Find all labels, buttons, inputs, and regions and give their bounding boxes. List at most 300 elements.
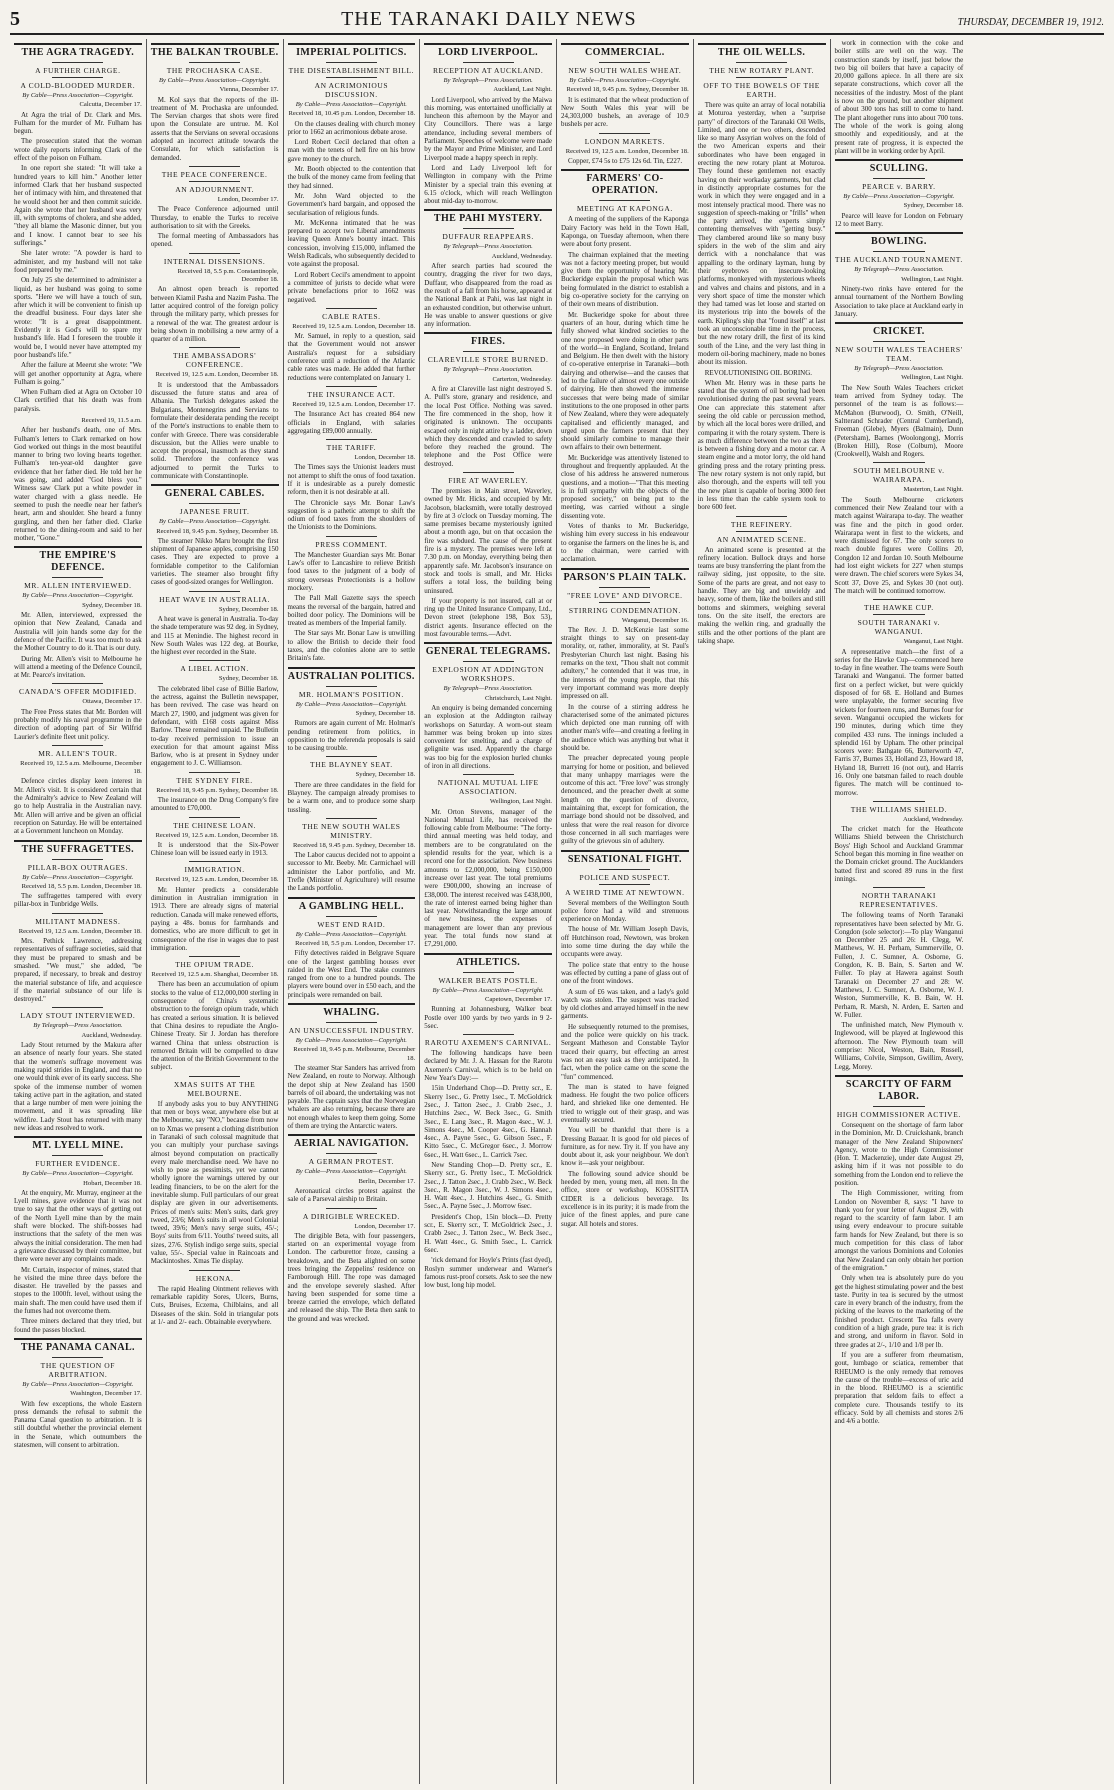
article-dateline: Received 19, 12.5 a.m. Shanghai, December 18. xyxy=(151,971,279,979)
article-paragraph: Consequent on the shortage of farm labor in the Dominion, Mr. D. Cruickshank, branch manager of the New Zealand Shipowners' Agency, wrote to the High Commissioner (Hon. T. Mackenzie), under date August 29, asking him if it was not possible to do something from the London end to relieve the position. xyxy=(834,1120,964,1187)
article-paragraph: On the clauses dealing with church money prior to 1662 an acrimonious debate arose. xyxy=(287,119,416,136)
article-headline: A GAMBLING HELL. xyxy=(298,900,404,912)
article-headline: GENERAL TELEGRAMS. xyxy=(425,646,551,658)
article-paragraph: Mr. Buckeridge spoke for about three quarters of an hour, during which time he fully showed what kindred societies to the one now proposed were doing in other parts of the world—in England, Scotland, Ireland and Belgium. He then dwelt with the history of co-operative enterprise in Taranaki—both dairying and otherwise—and the causes that led to the failure of almost every one outside of dairying. He then showed the immense successes that were being made of similar institutions to the one proposed in other parts of New Zealand, where they were adequately capitalised and efficiently managed, and urged upon the farmers present that they should similarly combine to manage their own affairs to their own betterment. xyxy=(561,310,689,452)
article xyxy=(835,39,964,155)
article-paragraph: Mr. Curtain, inspector of mines, stated that he visited the mine three days before the disaster. He travelled by the passes and stopes to the 1000ft. level, without using the main shaft. The men could have used them if the fumes had not overcome them. xyxy=(14,1265,142,1316)
article-paragraph: A fire at Clareville last night destroyed S. A. Pull's store, granary and residence, and the local Post Office. Nothing was saved. The fire commenced in the shop, how it originated is unknown. The occupants escaped only in night attire by a ladder, down which they descended and crawled to safety before they reached the ground. The telephone and the Post Office were destroyed. xyxy=(424,385,552,468)
subhead-rule xyxy=(736,62,787,63)
article xyxy=(14,840,142,909)
article xyxy=(14,1007,142,1132)
article xyxy=(561,850,689,1228)
article-headline: MT. LYELL MINE. xyxy=(32,1140,124,1152)
article-paragraph: The Free Press states that Mr. Borden will probably modify his naval programme in the direction of adopting part of Sir Wilfrid Laurier's definite fleet unit policy. xyxy=(14,707,142,741)
article-subhead: OFF TO THE BOWELS OF THE EARTH. xyxy=(703,81,820,99)
article-subhead: THE TARIFF. xyxy=(326,443,377,453)
article xyxy=(288,1208,416,1324)
article-dateline: Sydney, December 18. xyxy=(355,709,416,717)
article-byline: By Telegraph—Press Association. xyxy=(854,365,944,373)
article-paragraph: New Standing Chop—D. Pretty scr., E. Skerry scr., G. Pretty 1sec., T. McGoldrick 2sec., J. Tatton 2sec., J. Crabb 2sec., W. Beck 3sec., R. Magon 3sec., W. J. Simons 4sec., H. Watt 4sec., J. Hutchins 4sec., G. Smith 5sec., A. Payne 5sec., J. Morrow 6sec. xyxy=(424,1160,552,1211)
subhead-rule xyxy=(326,1153,377,1154)
article-headline: THE EMPIRE'S DEFENCE. xyxy=(39,550,117,574)
article-paragraph: It is understood that the Six-Power Chinese loan will be issued early in 1913. xyxy=(150,840,279,858)
article-byline: By Cable—Press Association—Copyright. xyxy=(295,101,407,108)
article-paragraph: Copper, £74 5s to £75 12s 6d. Tin, £227. xyxy=(568,157,683,166)
article-dateline: Wellington, Last Night. xyxy=(489,798,552,806)
article-subhead: THE DISESTABLISHMENT BILL. xyxy=(288,66,415,75)
subhead-rule xyxy=(326,439,377,440)
subhead-rule xyxy=(189,181,240,182)
article-headline: FIRES. xyxy=(470,336,506,348)
subhead-rule xyxy=(326,818,377,819)
article-dateline: London, December 17. xyxy=(354,1222,416,1230)
article-dateline: Sydney, December 18. xyxy=(218,605,279,613)
subhead-rule xyxy=(326,916,377,917)
subhead-rule xyxy=(189,772,240,773)
article-paragraph: Lord Liverpool, who arrived by the Maiwa this morning, was entertained unofficially at luncheon this afternoon by the Mayor and City Councillors. There was a large attendance, including several members of Parliament. Speeches of welcome were made by the Mayor and Prime Minister, and Lord Liverpool made a happy speech in reply. xyxy=(424,95,552,162)
article-subhead: NATIONAL MUTUAL LIFE ASSOCIATION. xyxy=(437,778,539,797)
article-subhead: THE AMBASSADORS' CONFERENCE. xyxy=(172,351,257,370)
article-paragraph: Three miners declared that they tried, but found the passes blocked. xyxy=(14,1317,142,1334)
article-dateline: Sydney, December 18. xyxy=(82,601,142,609)
article-paragraph: The suffragettes tampered with every pillar-box in Tunbridge Wells. xyxy=(14,892,142,909)
article-paragraph: After the failure at Meerut she wrote: "We will get another opportunity at Agra, where Fulham is going." xyxy=(14,361,142,386)
headline-rule xyxy=(288,897,416,899)
subhead-rule xyxy=(873,599,925,600)
article xyxy=(835,462,964,595)
article-subhead: THE WILLIAMS SHIELD. xyxy=(850,804,947,814)
article-paragraph: You will be thankful that there is a Dressing Bazaar. It is good for old pieces of furniture, as for new. Try it. If you have any doubt about it, ask your neighbour. We don't know it—ask your neighbour. xyxy=(561,1126,689,1168)
article-paragraph: The following handicaps have been declared by Mr. J. A. Hassan for the Rarotu Axemen's Carnival, which is to be held on New Year's Day:— xyxy=(424,1049,552,1083)
article xyxy=(835,599,964,797)
subhead-rule xyxy=(189,817,240,818)
article xyxy=(698,43,826,512)
article-paragraph: At Agra the trial of Dr. Clark and Mrs. Fulham for the murder of Mr. Fulham has begun. xyxy=(14,110,142,136)
headline-rule xyxy=(424,43,552,45)
article-paragraph: During Mr. Allen's visit to Melbourne he will attend a meeting of the Defence Council, at Mr. Pearce's invitation. xyxy=(14,654,142,680)
article-byline: By Cable—Press Association—Copyright. xyxy=(843,193,955,201)
headline-rule xyxy=(835,232,964,234)
article xyxy=(835,159,964,228)
article-paragraph: If anybody asks you to buy ANYTHING that men or boys wear, anywhere else but at the Melbourne, say "NO," because from now on to Xmas we present a clothing distribution in Taranaki of such colossal magnitude that you can multiply your purchase savings almost beyond computation on practically every male merchandise need. We have no wish to pose as pessimists, yet we cannot wholly ignore the warnings uttered by our leading financiers, to be on the alert for the inevitable slump. Full particulars of our great display are given in our advertisements. Prices of men's suits: Men's suits, dark grey tweed, 23/6; Men's suits in all wool Colonial tweed, 39/6; Men's navy serge suits, 45/-; Boys' suits from 6/11. Youths' tweed suits, all sizes, 27/6. Stylish indigo serge suits, special value, 55/-. Special value in Raincoats and Mackintoshes. Xmas Tie display. xyxy=(150,1099,279,1266)
article-subhead: THE NEW ROTARY PLANT. xyxy=(709,66,815,75)
article-byline: By Cable—Press Association—Copyright. xyxy=(295,1037,407,1045)
article-paragraph: The steamer Nikko Maru brought the first shipment of Japanese apples, comprising 150 cases. They are expected to prove a formidable competitor to the Californian varieties. The steamer also brought fifty cases of good-sized oranges for Wellington. xyxy=(150,536,279,587)
article-dateline: Received 18, 10.45 p.m. London, December 18. xyxy=(288,110,416,118)
column-7 xyxy=(831,39,968,1784)
article-subhead: HEAT WAVE IN AUSTRALIA. xyxy=(159,594,271,604)
headline-rule xyxy=(14,840,142,842)
article-paragraph: The New South Wales Teachers cricket team arrived from Sydney today. The personnel of the team is as follows:—McMahon (Burwood), O. Smith, O'Neill, Saltterand Schrader (Central Cumberland), Freeman (Glebe), Myers (Balmain), Dunn (Petersham), Barnes (Woolongong), Morris (Broken Hill), Rose (Colburn), Moore (Crookwell), Walsh and Rogers. xyxy=(834,383,964,459)
article-dateline: Hobart, December 18. xyxy=(83,1179,142,1187)
article-paragraph: It is understood that the Ambassadors discussed the future status and area of Albania. The Turkish delegates asked the Bulgarians, Montenegrins and Servians to formulate their desiderata pending the receipt of the Porte's instructions to enable them to confer with Greece. There was considerable discussion, but the Allies were unable to accept the proposal, inasmuch as they stand solid. Therefore the conference was adjourned to permit the Turks to communicate with Constantinople. xyxy=(150,380,279,480)
subhead-rule xyxy=(326,1208,377,1209)
article-dateline: Received 19, 12.5 a.m. London, December 18. xyxy=(155,876,279,884)
article-byline: By Cable—Press Association—Copyright. xyxy=(159,77,271,84)
subhead-rule xyxy=(52,62,103,63)
article-paragraph: The house of Mr. William Joseph Davis, off Hutchinson road, Newtown, was broken into some time during the day while the occupants were away. xyxy=(561,925,689,959)
article-paragraph: The Pall Mall Gazette says the speech means the reversal of the bargain, hatred and boilted door policy. The Dominions will be treated as members of the Imperial family. xyxy=(287,594,416,628)
article xyxy=(14,1338,142,1449)
headline-rule xyxy=(698,43,826,45)
subhead-rule xyxy=(52,1007,103,1008)
article-paragraph: If you are a sufferer from rheumatism, gout, lumbago or sciatica, remember that RHEUMO is the only remedy that removes the cause of the trouble—excess of uric acid in the blood. RHEUMO is a scientific preparation that seldom fails to effect a complete cure. Thousands testify to its efficacy. Sold by all chemists and stores 2/6 and 4/6 a bottle. xyxy=(834,1350,964,1426)
article xyxy=(288,386,416,435)
article-dateline: Received 19, 12.5 a.m. London, December 17. xyxy=(292,400,416,408)
article-paragraph: Mr. Buckeridge was attentively listened to throughout and frequently applauded. At the close of his address he answered numerous questions, and a motion—"That this meeting is in full sympathy with the objects of the proposed society," on being put to the meeting, was carried without a single dissenting vote. xyxy=(561,453,689,520)
column-5 xyxy=(557,39,694,1784)
subhead-rule xyxy=(189,1270,240,1271)
article-subhead: CLAREVILLE STORE BURNED. xyxy=(427,355,549,365)
article-byline: By Cable—Press Association—Copyright. xyxy=(22,592,134,600)
article-subhead: A LIBEL ACTION. xyxy=(180,664,249,674)
article-dateline: Received 18, 9.45 p.m. Sydney, December 18. xyxy=(292,841,416,849)
subhead-rule xyxy=(873,801,925,802)
article-subhead: LONDON MARKETS. xyxy=(584,136,665,146)
article-paragraph: The Manchester Guardian says Mr. Bonar Law's offer to Lancashire to relieve British food taxes to the judgment of a body of strong overseas Protectionists is a hollow mockery. xyxy=(287,550,416,592)
article-dateline: Vienna, December 17. xyxy=(219,86,279,94)
subhead-rule xyxy=(189,503,240,504)
headline-rule xyxy=(288,667,416,669)
article-paragraph: Mr. Hunter predicts a considerable diminution in Australian immigration in 1913. There are already signs of material reduction. Canada will make renewed efforts, paying a 48s. bonus for farmhands and domestics, who are more difficult to get in consequence of the rise in wages due to past immigration. xyxy=(150,885,279,952)
article-subhead: IMMIGRATION. xyxy=(184,865,245,875)
headline-rule xyxy=(561,169,689,171)
columns xyxy=(10,39,1104,1784)
headline-rule xyxy=(288,43,416,45)
article-subhead: WALKER BEATS POSTLE. xyxy=(438,975,538,985)
article xyxy=(151,43,279,162)
subhead-rule xyxy=(52,913,103,914)
subhead-rule xyxy=(52,1155,103,1156)
article-subhead: JAPANESE FRUIT. xyxy=(179,507,250,517)
subhead-rule xyxy=(599,602,650,603)
article-paragraph: Mrs. Pethick Lawrence, addressing representatives of suffrage societies, said that they must be prepared to smash and be smashed. "We must," she added, "be prepared, if necessary, to break and destroy the material substance of life, and acquiesce if the material substance of our life is destroyed." xyxy=(14,937,142,1004)
subhead-rule xyxy=(189,956,240,957)
article-byline: By Cable—Press Association—Copyright. xyxy=(569,77,681,84)
article xyxy=(835,1075,964,1426)
article-subhead: NEW SOUTH WALES WHEAT. xyxy=(568,66,682,75)
article-subhead: A FURTHER CHARGE. xyxy=(35,66,121,75)
article-dateline: Auckland, Wednesday. xyxy=(81,1031,142,1039)
subhead-rule xyxy=(873,341,925,342)
article-paragraph: Running at Johannesburg, Walker beat Postle over 100 yards by two yards in 9 2-5sec. xyxy=(424,1005,552,1030)
article xyxy=(288,756,416,813)
article-paragraph: The following sound advice should be heeded by men, young men, all men. In the office, store or workshop, KOSSITTA CIDER is a delicious beverage. Its excellence is in its purity; it is made from the juice of the finest apples, and pure cane sugar. All hotels and stores. xyxy=(561,1169,689,1228)
subhead-rule xyxy=(873,462,925,463)
column-2 xyxy=(147,39,284,1784)
article-byline: By Cable—Press Association—Copyright. xyxy=(295,1168,407,1176)
article xyxy=(14,417,142,542)
article xyxy=(835,887,964,1071)
article-subhead: FIRE AT WAVERLEY. xyxy=(448,475,529,485)
article-subhead: HIGH COMMISSIONER ACTIVE. xyxy=(836,1109,961,1119)
article-paragraph: The formal meeting of Ambassadors has opened. xyxy=(150,232,279,249)
article xyxy=(151,166,279,249)
article-paragraph: Pearce will leave for London on February 12 to meet Barry. xyxy=(834,211,964,229)
article xyxy=(424,1034,552,1289)
article-subhead: MR. ALLEN INTERVIEWED. xyxy=(24,581,132,591)
article-subhead: THE INSURANCE ACT. xyxy=(307,389,396,399)
column-1 xyxy=(10,39,147,1784)
article xyxy=(424,43,552,205)
article-paragraph: The Peace Conference adjourned until Thursday, to enable the Turks to receive authorisation to sit with the Greeks. xyxy=(150,205,279,230)
subhead-rule xyxy=(52,577,103,578)
article-headline: AERIAL NAVIGATION. xyxy=(294,1138,409,1150)
article-subhead: MILITANT MADNESS. xyxy=(35,916,121,926)
article-subhead: THE CHINESE LOAN. xyxy=(173,820,257,830)
article-dateline: Washington, December 17. xyxy=(70,1390,142,1398)
article xyxy=(14,683,142,740)
article-dateline: Received 18, 5.5 p.m. London, December 17. xyxy=(295,939,416,947)
article xyxy=(835,801,964,883)
article-paragraph: M. Kol says that the reports of the ill-treatment of M. Prochaska are unfounded. The Servian charges that shots were fired upon the Consulate are untrue. M. Kol asserts that the Servians on several occasions adopted an incorrect attitude towards the Consulate, for which satisfaction is demanded. xyxy=(150,95,279,162)
article-subhead: THE PEACE CONFERENCE. xyxy=(161,169,268,179)
article xyxy=(424,774,552,948)
article-paragraph: Lord and Lady Liverpool left for Wellington in company with the Prime Minister by a special train this evening at 6.15 o'clock, which will reach Wellington about mid-day to-morrow. xyxy=(424,163,552,206)
article-paragraph: An almost open breach is reported between Kiamil Pasha and Nazim Pasha. The latter acquired control of the foreign policy through the military party, which presses for a renewal of the war. The greatest ardour is being shown in mobilising a new army of a quarter of a million. xyxy=(150,285,279,344)
article-subhead: THE PROCHASKA CASE. xyxy=(166,66,263,75)
article-paragraph: A representative match—the first of a series for the Hawke Cup—commenced here to-day in fine weather. The teams were South Taranaki and Wanganui. The former batted first on a perfect wicket, but were quickly disposed of for 68. E. Holland and Burnes were unplayable, the former securing five wickets for fourteen runs, and Burnes four for seven. Wanganui occupied the wickets for 190 minutes, during which time they compiled 433 runs. The innings included a splendid 161 by Upham. The other principal scorers were: Bathgate 66, Butterworth 47, Farris 37, Burnes 33, Holland 23, Howard 18, Hyland 18, Burrett 16 (not out), and Harris 16. Only one batsman failed to reach double figures. The match will be continued to-morrow. xyxy=(834,647,964,797)
article-headline: THE PANAMA CANAL. xyxy=(20,1341,135,1353)
headline-rule xyxy=(151,484,279,486)
article-subhead: PRESS COMMENT. xyxy=(315,539,388,549)
article-paragraph: Mr. McKenna intimated that he was prepared to accept two Liberal amendments leaving Queen Anne's bounty intact. This concession, involving £15,000, inflamed the Welsh Radicals, who subsequently decided to vote against the proposal. xyxy=(287,218,416,269)
subhead-rule xyxy=(463,62,514,63)
subhead-rule xyxy=(326,77,377,78)
article-headline: ATHLETICS. xyxy=(456,956,521,968)
article-byline: By Cable—Press Association—Copyright. xyxy=(22,873,134,881)
article-dateline: Received 18, 9.45 p.m. Melbourne, December 18. xyxy=(293,1046,416,1062)
article-byline: By Telegraph—Press Association. xyxy=(443,685,533,693)
article-paragraph: The Times says the Unionist leaders must not attempt to shift the onus of food taxation. If it is undesirable as a purely domestic reform, then it is not desirable at all. xyxy=(287,463,416,497)
article-subhead: INTERNAL DISSENSIONS. xyxy=(163,256,266,266)
subhead-rule xyxy=(52,859,103,860)
article xyxy=(14,546,142,679)
article-paragraph: With few exceptions, the whole Eastern press demands the refusal to submit the Panama Canal question to arbitration. It is still doubtful whether the provincial element in the Senate, which outnumbers the statesmen, will consent to arbitration. xyxy=(14,1399,142,1449)
article-paragraph: Lord Robert Cecil's amendment to appoint a committee of jurists to decide what were private benefactions prior to 1662 was negatived. xyxy=(287,270,416,304)
article-subhead: A GERMAN PROTEST. xyxy=(308,1157,395,1167)
article-paragraph: When Mr. Henry was in these parts he stated that the system of oil boring had been revolutionised during the past several years. One can appreciate this statement after seeing the old cable or percussion method, by which all the local bores were drilled, and comparing it with the rotary system. There is as much difference between the two as there is between a fishing dory and a motor car. A steam engine and a motor lorry, the old hand grinding press and the rotary printing press. The new rotary system is not only rapid, but also thorough, and the experts will tell you the new plant is capable of boring 3000 feet in less time than the cable system took to bore 600 feet. xyxy=(697,378,826,512)
article xyxy=(698,516,826,646)
subhead-rule xyxy=(326,536,377,537)
article-paragraph: The celebrated libel case of Billie Barlow, the actress, against the Bulletin newspaper, has been revived. The case was heard on March 27, 1900, and judgment was given for defendant, with £168 costs against Miss Barlow. These remained unpaid. The Bulletin to-day received permission to issue an execution for that amount against Miss Barlow, who is at present in Sydney under engagement to J. C. Williamson. xyxy=(150,684,279,768)
article-paragraph: After search parties had scoured the country, dragging the river for two days, Duffaur, who disappeared from the road as the result of a fall from his horse, appeared at the National Bank at Pahi, was last night in an exhausted condition, but otherwise unhurt. He was unable to answer questions or give any information. xyxy=(424,262,552,329)
article-headline: SENSATIONAL FIGHT. xyxy=(567,853,682,865)
article-paragraph: 15in Underhand Chop—D. Pretty scr., E. Skerry 1sec., G. Pretty 1sec., T. McGoldrick 2sec., J. Tatton 2sec., J. Crabb 2sec., J. Hutchins 2sec., W. Beck 3sec., G. Smith 3sec., E. Lang 3sec., R. Magon 4sec., W. J. Simons 4sec., M. Cooper 4sec., G. Hannah 4sec., A. Payne 5sec., G. Gibson 5sec., F. Kitto 5sec., C. McGregor 6sec., J. Morrow 6sec., H. Watt 6sec., L. Carrick 7sec. xyxy=(424,1084,552,1159)
article-byline: By Cable—Press Association—Copyright. xyxy=(22,92,134,99)
page-number: 5 xyxy=(10,8,20,30)
masthead xyxy=(10,8,1104,35)
article-paragraph: Defence circles display keen interest in Mr. Allen's visit. It is considered certain that the Admiralty's advice to New Zealand will go to help Australia in the Australian navy. Mr. Allen will arrive and be given an official reception on Saturday. He will be entertained at a Government luncheon on Monday. xyxy=(14,777,142,836)
article xyxy=(835,322,964,458)
article-subhead: CANADA'S OFFER MODIFIED. xyxy=(19,687,137,697)
article-subhead: THE OPIUM TRADE. xyxy=(175,960,255,970)
headline-rule xyxy=(835,1075,964,1077)
article-subhead: WEST END RAID. xyxy=(317,919,386,929)
article-dateline: Wanganui, December 16. xyxy=(621,616,689,624)
article-dateline: London, December 18. xyxy=(354,454,416,462)
article-byline: By Telegraph—Press Association. xyxy=(854,266,944,274)
article-paragraph: It is estimated that the wheat production of New South Wales this year will be 24,303,000 bushels, an average of 10.9 bushels per acre. xyxy=(561,95,689,129)
article xyxy=(835,232,964,318)
article-paragraph: The steamer Star Sanders has arrived from New Zealand, en route to Norway. Although the depot ship at New Zealand has 1500 barrels of oil aboard, the undertaking was not payable. The captain says that the Norwegian whalers are also returning, because there are not enough whales to keep them going. Some of them are trying the Antarctic waters. xyxy=(287,1063,416,1131)
subhead-rule xyxy=(463,972,514,973)
headline-rule xyxy=(561,43,689,45)
article xyxy=(151,660,279,767)
article-paragraph: The High Commissioner, writing from London on November 8, says: "I have to thank you for your letter of August 29, with regard to the scarcity of farm labor. I am using every endeavour to procure suitable farm hands for New Zealand, but there is so much competition for this class of labor amongst the various Dominions and Colonies that New Zealand can only obtain her portion of the emigration." xyxy=(834,1189,964,1272)
article-subhead: HEKONA. xyxy=(195,1273,234,1283)
article-paragraph: If your property is not insured, call at or ring up the United Insurance Company, Ltd., Devon street (telephone 198, Box 53), district agents. Insurance effected on the most favourable terms.—Advt. xyxy=(424,596,552,639)
article-dateline: Received 19, 11.5 a.m. xyxy=(81,416,142,424)
article-paragraph: work in connection with the coke and boiler stills are well on the way. The construction stands by itself, just below the two big oil boilers that have a capacity of 20,000 gallons apiece. In all there are six separate constructions, which cover all the necessities of the industry. Most of the plant is now on the ground, but another shipment of about 300 tons has still to come to hand. The plant altogether runs into about 700 tons. The whole of the work is going along smoothly and expeditiously, and at the present rate of progress, it is expected the plant will be in working order by April. xyxy=(834,39,964,155)
article xyxy=(561,169,689,563)
article-paragraph: Mr. John Ward objected to the Government's hard bargain, and opposed the secularisation of religious funds. xyxy=(287,191,416,217)
article-dateline: Received 19, 12.5 a.m. London, December 18. xyxy=(155,831,279,839)
headline-rule xyxy=(424,642,552,644)
article-subhead: AN ADJOURNMENT. xyxy=(175,184,255,194)
article-dateline: Christchurch, Last Night. xyxy=(484,694,552,702)
article-headline: PARSON'S PLAIN TALK. xyxy=(563,571,687,583)
article-paragraph: A meeting of the suppliers of the Kaponga Dairy Factory was held in the Town Hall, Kaponga, on Tuesday afternoon, when there were about forty present. xyxy=(561,215,689,249)
subhead-rule xyxy=(873,887,925,888)
article xyxy=(424,642,552,770)
article-paragraph: When Fulham died at Agra on October 10 Clark certified that his death was from paralysis. xyxy=(14,388,142,413)
article-subhead: MEETING AT KAPONGA. xyxy=(576,204,673,214)
article xyxy=(561,133,689,166)
article-dateline: Sydney, December 18. xyxy=(218,675,279,683)
article xyxy=(151,347,279,480)
article xyxy=(14,1136,142,1334)
column-3 xyxy=(284,39,421,1784)
article-paragraph: Mr. Orton Stevens, manager of the National Mutual Life, has received the following cable from Melbourne: "The forty-third annual meeting was held today, and members are to be congratulated on the splendid results for the year, which is a record one for the association. New business amounts to £2,000,000, being £150,000 increase over last year. The total premiums were £900,000, showing an increase of £38,000. The interest received was £438,000, the rate of interest earned being higher than last year. Notwithstanding the large amount of new business, the expenses of management are lower than any previous year. The total funds now stand at £7,291,000. xyxy=(424,807,552,949)
article-subhead: THE QUESTION OF ARBITRATION. xyxy=(40,1360,116,1379)
article-dateline: Auckland, Wednesday. xyxy=(491,252,552,260)
article-byline: By Telegraph—Press Association. xyxy=(443,243,533,251)
column-4 xyxy=(420,39,557,1784)
article-subhead: THE AUCKLAND TOURNAMENT. xyxy=(834,255,963,265)
headline-rule xyxy=(835,322,964,324)
article-subhead: EXPLOSION AT ADDINGTON WORKSHOPS. xyxy=(432,665,544,684)
article-byline: By Telegraph—Press Association. xyxy=(33,1022,123,1030)
article xyxy=(424,209,552,328)
headline-rule xyxy=(14,1338,142,1340)
article-subhead: LADY STOUT INTERVIEWED. xyxy=(20,1011,136,1021)
article xyxy=(288,1134,416,1203)
article-paragraph: Votes of thanks to Mr. Buckeridge, wishing him every success in his endeavour to organise the farmers on the lines he is, and to the chairman, were carried with acclamation. xyxy=(561,522,689,564)
subhead-rule xyxy=(52,745,103,746)
subhead-rule xyxy=(326,756,377,757)
article-paragraph: In one report she stated: "It will take a hundred years to kill him." Another letter informed Clark that her husband suspected her of intimacy with him, and threatened that he would shoot her and then commit suicide. Again she wrote that her husband was very ill, with symptoms of cholera, and she added, "they all blame the Masonic dinner, but you and I know. I cannot bear to see his sufferings." xyxy=(14,164,142,248)
article-subhead: POLICE AND SUSPECT. xyxy=(579,872,671,882)
article-subhead: RECEPTION AT AUCKLAND. xyxy=(432,66,544,75)
article-dateline: Sydney, December 18. xyxy=(903,202,964,210)
article-subhead: THE SYDNEY FIRE. xyxy=(176,775,253,785)
article xyxy=(14,43,142,413)
subhead-rule xyxy=(599,587,650,588)
headline-rule xyxy=(14,43,142,45)
article xyxy=(151,772,279,813)
article xyxy=(424,332,552,468)
article-paragraph: The Chronicle says Mr. Bonar Law's suggestion is a pathetic attempt to shift the odium of food taxes from the shoulders of the Unionists to the Dominions. xyxy=(287,498,416,532)
article xyxy=(288,818,416,893)
article xyxy=(288,667,416,753)
subhead-rule xyxy=(599,133,650,134)
article-paragraph: There was quite an array of local notabilia at Moturoa yesterday, when a "surprise party" of directors of the Taranaki Oil Wells, Limited, and one or two others, descended like so many Assyrian wolves on the fold of the two American experts and their subordinates who have been engaged in erecting the new rotary plant at Moturoa. They found these gentlemen not exactly having on their workaday garments, but clad in distinctly appropriate costumes for the work in which they were engaged and in a most intensely practical mood. There was no suggestion of speech-making or "frills" when the party arrived, the experts simply contenting themselves with "getting busy." They clambered around like so many busy spiders in the web of the slim and airy derrick with a nonchalance that was appalling to the ordinary layman, hung by their eyebrows on insecure-looking platforms, monkeyed with mysterious wheels and valves and chains and pistons, and in a very short space of time the monster which they had tamed was let loose and started on its mysterious trip into the bowels of the earth. Kipling's ship that "found itself" at last took an unconscionable time in the process, but the new rotary drill, the first of its kind south of the Line, and the very last thing in modern oil-boring machinery, made no bones about its mission. xyxy=(697,101,826,367)
article-byline: By Cable—Press Association—Copyright. xyxy=(22,1170,134,1178)
subhead-rule xyxy=(189,253,240,254)
article-paragraph: Fifty detectives raided in Belgrave Square one of the largest gambling houses ever raided in the West End. The stake counters ranged from one to a hundred pounds. The players were bound over in £50 each, and the principals were remanded on bail. xyxy=(287,949,416,999)
subhead-rule xyxy=(873,1106,925,1107)
article-dateline: Wellington, Last Night. xyxy=(901,275,964,283)
article-paragraph: Lady Stout returned by the Makura after an absence of nearly four years. She stated that the women's suffrage movement was making rapid strides in England, and that no one would think ever of its early success. She spoke of the immense number of women taking active part in the agitation, and stated that a large number of men were joining the movement, and it was spreading like wildfire. Lady Stout has returned with many new ideas and resolved to work. xyxy=(14,1041,142,1132)
article xyxy=(151,591,279,657)
article-paragraph: 'rick demand for Hoyle's Prints (fast dyed), Roslyn summer underwear and Warner's famous rust-proof corsets. Ask to see the new low bust, long hip model. xyxy=(424,1256,552,1290)
subhead-rule xyxy=(189,591,240,592)
subhead-rule xyxy=(326,308,377,309)
article xyxy=(151,956,279,1072)
article-headline: SCARCITY OF FARM LABOR. xyxy=(845,1078,952,1102)
article-headline: IMPERIAL POLITICS. xyxy=(296,47,407,58)
subhead-rule xyxy=(463,228,514,229)
article-headline: SCULLING. xyxy=(869,163,929,175)
subhead-rule xyxy=(189,166,240,167)
article xyxy=(151,1270,279,1326)
article-headline: FARMERS' CO-OPERATION. xyxy=(586,173,664,197)
subhead-rule xyxy=(52,683,103,684)
subhead-rule xyxy=(52,1357,103,1358)
article xyxy=(151,484,279,586)
article-subhead: AN ACRIMONIOUS DISCUSSION. xyxy=(314,81,389,99)
article-dateline: Auckland, Wednesday. xyxy=(902,815,964,823)
subhead-rule xyxy=(326,62,377,63)
article-subhead: A WEIRD TIME AT NEWTOWN. xyxy=(565,887,685,897)
article xyxy=(288,43,416,304)
article-subhead: AN UNSUCCESSFUL INDUSTRY. xyxy=(288,1026,414,1036)
article-headline: THE OIL WELLS. xyxy=(717,47,806,58)
article-subhead: SOUTH MELBOURNE v. WAIRARAPA. xyxy=(853,466,945,485)
article-paragraph: The premises in Main street, Waverley, owned by Mr. Hicks, and occupied by Mr. Jacobson, blacksmith, were totally destroyed by fire at 3 o'clock on Tuesday morning. The same premises became mysteriously ignited about a month ago, but on that occasion the fire was subdued. The cause of the present fire is a mystery. The premises were left at 7.30 p.m. on Monday, everything being then apparently safe. Mr. Jacobson's insurance on stock and tools is small, and Mr. Hicks suffers a total loss, the building being uninsured. xyxy=(424,486,552,595)
article-dateline: Received 19, 12.5 a.m. London, December 18. xyxy=(565,147,689,155)
article-subhead: PILLAR-BOX OUTRAGES. xyxy=(27,862,129,872)
article-dateline: Received 18, 5.5 p.m. London, December 18. xyxy=(21,882,142,890)
subhead-rule xyxy=(873,251,925,252)
article-subhead: PEARCE v. BARRY. xyxy=(862,182,936,192)
article-dateline: Berlin, December 17. xyxy=(358,1177,416,1185)
article-headline: THE AGRA TRAGEDY. xyxy=(21,47,135,58)
article-paragraph: The South Melbourne cricketers commenced their New Zealand tour with a match against Wairarapa to-day. The weather was fine and the pitch in good order. Wairarapa went in first to the wickets, and were dismissed for 67. The only scorers to reach double figures were Collins 20, Congdon 12 and Jordan 10. South Melbourne had lost eight wickets for 227 when stumps were drawn. The chief scorers were Sykes 34, Scott 37, Dove 25, and Sykes 30 (not out). The match will be continued tomorrow. xyxy=(834,495,964,595)
article-paragraph: Rumors are again current of Mr. Holman's pending retirement from politics, in opposition to the referenda proposals is said to be causing trouble. xyxy=(287,719,416,753)
article-byline: By Telegraph—Press Association. xyxy=(443,77,533,84)
article xyxy=(288,1003,416,1130)
article-subhead: A COLD-BLOODED MURDER. xyxy=(20,81,136,90)
headline-rule xyxy=(561,850,689,852)
article-subhead: SOUTH TARANAKI v. WANGANUI. xyxy=(857,618,941,637)
article-dateline: Received 19, 12.5 a.m. London, December 18. xyxy=(18,927,142,935)
subhead-rule xyxy=(736,77,787,78)
article xyxy=(288,308,416,382)
article-dateline: Calcutta, December 17. xyxy=(79,101,142,109)
subhead-rule xyxy=(599,869,650,870)
article-paragraph: The following teams of North Taranaki representatives have been selected by Mr. G. Congdon (sole selector):—To play Wanganui on December 25 and 26: H. Clegg, W. Matthews, W. H. Perham, Summerville, O. Fullen, J. C. Sumner, A. Osborne, G. Congdon, K. B. Bain, S. Sarten and W. Fuller. To play at Hawera against South Taranaki on December 27 and 28: W. Matthews, J. C. Sumner, A. Osborne, W. J. Weston, Summerville, K. B. Bain, W. H. Perham, R. Marsh, N. Arden, E. Sarten and W. Fuller. xyxy=(834,911,964,1019)
subhead-rule xyxy=(326,1022,377,1023)
article xyxy=(14,745,142,836)
article-headline: THE PAHI MYSTERY. xyxy=(433,213,543,225)
article-paragraph: Mr. Allen, interviewed, expressed the opinion that New Zealand, Canada and Australia will join hands some day for the defence of the Pacific. It was too much to ask the Mother Country to do it. That is our duty. xyxy=(14,611,142,653)
article-headline: LORD LIVERPOOL. xyxy=(438,47,539,58)
article-headline: CRICKET. xyxy=(873,326,925,338)
article-paragraph: The rapid Healing Ointment relieves with remarkable rapidity Sores, Ulcers, Burns, Cuts, Bruises, Eczema, Chilblains, and all Diseases of the skin. Sold in triangular pots at 1/- and 2/- each. Obtainable everywhere. xyxy=(150,1284,279,1326)
article-dateline: Received 19, 12.5 a.m. London, December 18. xyxy=(292,322,416,330)
